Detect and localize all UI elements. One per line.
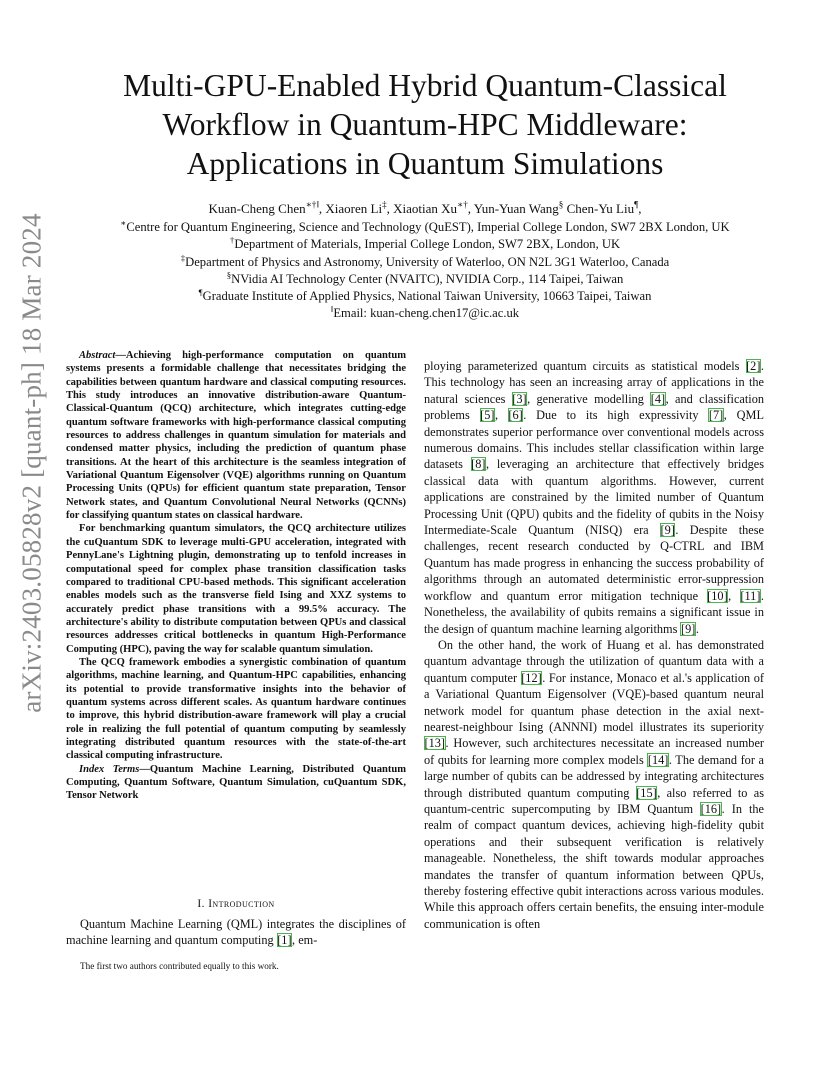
body-text: , also referred to as quantum-centric supercomputing by IBM Quantum xyxy=(424,785,765,816)
body-text: . However, such architectures necessitate an increased number of qubits for learning more complex models xyxy=(424,736,764,767)
abstract-paragraph: The QCQ framework embodies a synergistic combination of quantum algorithms, machine learning, and Quantum-HPC capabilities, enhancing its potential to provide transformative insights into the behavior of quantum systems across different scales. As quantum hardware continues to improve, this hybrid distribution-aware framework will play a crucial role in realizing the full potential of quantum computing by seamlessly integrating distributed quantum resources with the state-of-the-art classical computing infrastructure. xyxy=(66,656,406,762)
section-title: Introduction xyxy=(208,898,275,910)
section-heading xyxy=(66,898,406,910)
citation-link[interactable]: [14] xyxy=(647,752,669,767)
citation-link[interactable]: [11] xyxy=(740,588,761,603)
paper-title xyxy=(60,66,790,183)
citation-link[interactable]: [2] xyxy=(746,359,761,373)
affiliation-mark: ¶ xyxy=(198,287,203,297)
abstract-paragraph xyxy=(66,349,406,522)
citation-link[interactable]: [5] xyxy=(480,408,495,423)
affiliation-mark: ‡ xyxy=(180,252,186,263)
body-text: , leveraging an architecture that effectively bridges classical data with quantum algorithms. However, current applications are constrained by the limited number of Quantum Processing Unit (QPU) qubits and the fidelity of qubits in the Noisy Intermediate-Scale Quantum (NISQ) era xyxy=(424,457,764,538)
citation-link[interactable]: [15] xyxy=(636,785,657,800)
body-right-column xyxy=(424,358,764,932)
body-text: . The demand for a large number of qubits can be addressed by integrating architectures through distributed quantum computing xyxy=(424,752,764,800)
affiliation-text: NVidia AI Technology Center (NVAITC), NVIDIA Corp., 114 Taipei, Taiwan xyxy=(231,271,624,286)
index-terms-text: —Quantum Machine Learning, Distributed Quantum Computing, Quantum Software, Quantum Simulation, cuQuantum SDK, Tensor Network xyxy=(66,763,406,802)
citation-link[interactable]: [12] xyxy=(521,670,542,685)
affiliation-line xyxy=(60,219,790,236)
affiliation-mark: ‖ xyxy=(330,304,334,315)
affiliation-text: Graduate Institute of Applied Physics, National Taiwan University, 10663 Taipei, Taiwan xyxy=(202,289,652,304)
citation-link[interactable]: [9] xyxy=(680,621,696,636)
citation-link[interactable]: [6] xyxy=(508,408,523,423)
affiliation-text: Department of Materials, Imperial College London, SW7 2BX, London, UK xyxy=(234,237,621,252)
body-text: . In the realm of compact quantum devices, achieving high-fidelity qubit operations and their subsequent verification is relatively manageable. Nonetheless, the shift towards modular approaches mandates the transfer of quantum information between QPUs, thereby fostering effective qubit interactions across various modules. While this approach offers certain benefits, the ensuing inter-module communication is often xyxy=(424,801,764,931)
body-text: , xyxy=(728,588,740,603)
affiliation-line xyxy=(60,254,790,271)
arxiv-identifier-stamp xyxy=(14,213,50,713)
abstract-column xyxy=(66,349,406,803)
affiliation-line xyxy=(60,236,790,253)
title-line-3: Applications in Quantum Simulations xyxy=(186,146,664,181)
citation-link[interactable]: [8] xyxy=(471,457,486,472)
author-list xyxy=(60,200,790,218)
abstract-paragraph: For benchmarking quantum simulators, the QCQ architecture utilizes the cuQuantum SDK to leverage multi-GPU acceleration, integrated with PennyLane's Lightning plugin, demonstrating up to tenfold increases in computational speed for complex phase transition classification tasks compared to traditional CPU-based methods. This significant acceleration enables models such as the transverse field Ising and XXZ systems to accurately predict phase transitions with a 99.5% accuracy. The architecture's ability to distribute computation between QPUs and classical resources addresses critical bottlenecks in quantum High-Performance Computing (HPC), paving the way for scalable quantum simulation. xyxy=(66,523,406,655)
index-terms-label: Index Terms xyxy=(79,763,140,775)
author-name: Yun-Yuan Wang xyxy=(473,201,559,216)
footnote: The first two authors contributed equally to this work. xyxy=(80,961,279,971)
author-mark: ∗† xyxy=(457,199,468,210)
author-mark: § xyxy=(558,199,564,210)
body-text: , and classification problems xyxy=(424,391,764,423)
body-text: . Despite these challenges, recent research conducted by Q-CTRL and IBM Quantum has made progress in enhancing the success probability of algorithms through an automated deterministic error-suppression workflow and quantum error mitigation technique xyxy=(424,523,764,603)
author-separator: , xyxy=(318,201,326,216)
affiliation-text: Centre for Quantum Engineering, Science and Technology (QuEST), Imperial College London, SW7 2BX London, UK xyxy=(126,220,730,234)
affiliation-line xyxy=(60,288,790,305)
citation-link[interactable]: [1] xyxy=(277,933,292,948)
author-name: Kuan-Cheng Chen xyxy=(208,201,306,216)
author-mark: ¶ xyxy=(634,199,639,210)
body-text: On the other hand, the work of Huang et al. has demonstrated quantum advantage through the utilization of quantum data with a quantum computer xyxy=(424,637,764,685)
body-text: , xyxy=(494,408,508,423)
title-line-1: Multi-GPU-Enabled Hybrid Quantum-Classical xyxy=(123,68,727,103)
affiliation-text: Department of Physics and Astronomy, University of Waterloo, ON N2L 3G1 Waterloo, Canada xyxy=(185,254,670,269)
citation-link[interactable]: [9] xyxy=(660,523,675,538)
contact-email: Email: kuan-cheng.chen17@ic.ac.uk xyxy=(333,306,520,321)
affiliation-mark: § xyxy=(226,269,232,280)
affiliation-mark: † xyxy=(229,235,235,246)
citation-link[interactable]: [3] xyxy=(512,391,527,406)
section-number: I. xyxy=(197,898,205,910)
body-text: . xyxy=(695,621,699,636)
affiliation-line xyxy=(60,271,790,288)
author-separator: , xyxy=(467,201,474,216)
abstract-text: —Achieving high-performance computation on quantum systems presents a formidable challenge that necessitates bridging the capabilities between quantum hardware and classical computing resources. This study introduces an innovative distribution-aware Quantum-Classical-Quantum (QCQ) architecture, which integrates cutting-edge quantum software frameworks with high-performance classical computing resources to address challenges in quantum simulation for materials and condensed matter physics, including the prediction of quantum phase transitions. At the heart of this architecture is the seamless integration of Variational Quantum Eigensolver (VQE) algorithms running on Quantum Processing Units (QPUs) for efficient quantum state preparation, Tensor Network states, and Quantum Convolutional Neural Networks (QCNNs) for classifying quantum states on classical hardware. xyxy=(66,350,406,522)
body-text: , generative modelling xyxy=(527,391,651,406)
affiliation-list xyxy=(60,219,790,323)
intro-text-tail: , em- xyxy=(292,933,318,948)
body-paragraph xyxy=(424,637,764,932)
body-text: , QML demonstrates superior performance over conventional models across numerous domains. This includes stellar classification within large datasets xyxy=(424,408,765,472)
body-text: . Due to its high expressivity xyxy=(523,408,709,423)
author-mark: ‡ xyxy=(382,199,387,210)
citation-link[interactable]: [16] xyxy=(700,801,722,816)
body-text: ploying parameterized quantum circuits as statistical models xyxy=(424,359,746,373)
citation-link[interactable]: [10] xyxy=(707,588,728,603)
citation-link[interactable]: [4] xyxy=(650,391,666,406)
author-mark: ∗†‖ xyxy=(305,199,319,210)
index-terms xyxy=(66,763,406,803)
body-text: . For instance, Monaco et al.'s application of a Variational Quantum Eigensolver (VQE)-based quantum neural network model for quantum phase detection in the axial next-nearest-neighbour Ising (ANNNI) model illustrates its superiority xyxy=(424,670,764,734)
author-name: Xiaoren Li xyxy=(325,201,383,216)
intro-text: Quantum Machine Learning (QML) integrates the disciplines of machine learning and quantum computing xyxy=(66,917,406,948)
citation-link[interactable]: [7] xyxy=(708,408,724,423)
body-paragraph xyxy=(424,358,764,637)
title-line-2: Workflow in Quantum-HPC Middleware: xyxy=(162,107,688,142)
arxiv-identifier-text: arXiv:2403.05828v2 [quant-ph] 18 Mar 2024 xyxy=(16,213,47,713)
author-name: Chen-Yu Liu xyxy=(566,201,635,216)
citation-link[interactable]: [13] xyxy=(424,736,445,751)
author-name: Xiaotian Xu xyxy=(393,201,458,216)
author-separator: , xyxy=(386,201,394,216)
abstract-label: Abstract xyxy=(79,350,116,361)
body-text: . This technology has seen an increasing array of applications in the natural sciences xyxy=(424,359,764,406)
intro-paragraph xyxy=(66,916,406,949)
affiliation-line xyxy=(60,305,790,322)
body-text: . Nonetheless, the availability of qubits remains a significant issue in the design of quantum machine learning algorithms xyxy=(424,588,764,636)
author-separator: , xyxy=(638,201,642,216)
affiliation-mark: ∗ xyxy=(120,217,127,228)
